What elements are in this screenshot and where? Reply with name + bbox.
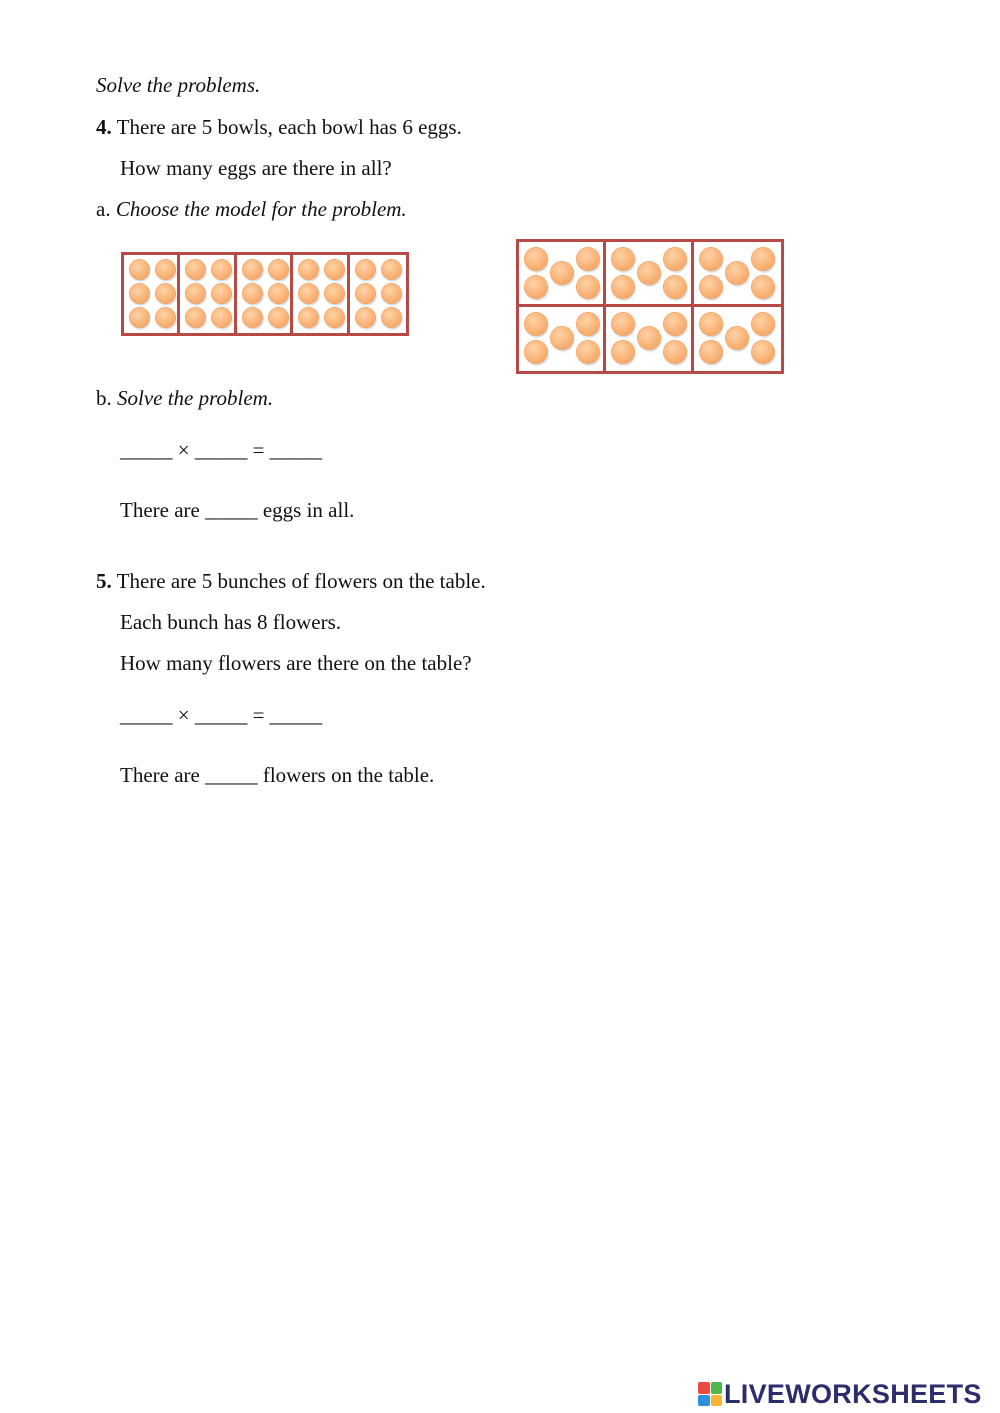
egg — [186, 260, 205, 279]
logo-square-red — [698, 1382, 710, 1394]
egg — [752, 313, 774, 335]
egg — [577, 248, 599, 270]
part-a-text: Choose the model for the problem. — [110, 197, 407, 221]
egg-group — [606, 307, 693, 372]
egg — [612, 248, 634, 270]
problem-5-answer-sentence[interactable]: There are _____ flowers on the table. — [120, 763, 435, 787]
egg — [212, 284, 231, 303]
problem-4-line-1 — [96, 114, 462, 140]
egg — [551, 262, 573, 284]
egg — [525, 276, 547, 298]
egg — [700, 276, 722, 298]
egg-group — [606, 242, 693, 307]
problem-5-number: 5. — [96, 569, 112, 593]
egg — [700, 248, 722, 270]
egg-group — [180, 255, 236, 333]
problem-5-line-1 — [96, 568, 486, 594]
egg-group — [694, 307, 781, 372]
egg — [525, 341, 547, 363]
egg — [186, 284, 205, 303]
egg — [752, 276, 774, 298]
egg — [664, 276, 686, 298]
egg — [726, 262, 748, 284]
egg-group — [293, 255, 349, 333]
logo-square-blue — [698, 1395, 710, 1407]
egg — [325, 308, 344, 327]
egg — [577, 276, 599, 298]
egg — [186, 308, 205, 327]
egg — [299, 284, 318, 303]
egg — [700, 313, 722, 335]
egg — [269, 284, 288, 303]
egg — [356, 308, 375, 327]
egg — [269, 308, 288, 327]
egg — [382, 260, 401, 279]
egg — [752, 341, 774, 363]
problem-5-text: There are 5 bunches of flowers on the table. — [111, 569, 486, 593]
egg — [382, 308, 401, 327]
egg-group — [350, 255, 406, 333]
egg — [130, 308, 149, 327]
egg — [612, 313, 634, 335]
egg — [726, 327, 748, 349]
part-a-label: a. — [96, 197, 111, 221]
egg — [156, 284, 175, 303]
problem-5-line-2: Each bunch has 8 flowers. — [120, 610, 342, 634]
egg — [525, 248, 547, 270]
model-a-option[interactable] — [121, 252, 409, 336]
egg — [130, 260, 149, 279]
egg — [156, 260, 175, 279]
egg-group — [694, 242, 781, 307]
egg — [664, 248, 686, 270]
egg — [638, 262, 660, 284]
egg — [243, 260, 262, 279]
egg — [156, 308, 175, 327]
part-b-text: Solve the problem. — [111, 386, 274, 410]
problem-5-question: How many flowers are there on the table? — [120, 651, 472, 675]
egg — [243, 308, 262, 327]
logo-square-green — [711, 1382, 723, 1394]
egg-group — [519, 242, 606, 307]
egg — [299, 260, 318, 279]
egg — [664, 341, 686, 363]
egg — [299, 308, 318, 327]
problem-4-answer-sentence[interactable]: There are _____ eggs in all. — [120, 498, 355, 522]
part-a-instruction — [96, 196, 407, 222]
egg-group — [237, 255, 293, 333]
egg — [269, 260, 288, 279]
egg — [638, 327, 660, 349]
logo-square-yellow — [711, 1395, 723, 1407]
egg-group — [124, 255, 180, 333]
part-b-label: b. — [96, 386, 112, 410]
egg — [612, 276, 634, 298]
egg — [525, 313, 547, 335]
problem-5-equation[interactable]: _____ × _____ = _____ — [120, 703, 323, 727]
problem-4-equation[interactable]: _____ × _____ = _____ — [120, 438, 323, 462]
egg — [382, 284, 401, 303]
egg — [212, 308, 231, 327]
model-b-option[interactable] — [516, 239, 784, 374]
egg — [551, 327, 573, 349]
egg — [356, 284, 375, 303]
egg — [325, 260, 344, 279]
egg — [577, 313, 599, 335]
part-b-instruction — [96, 385, 273, 411]
egg — [664, 313, 686, 335]
egg-group — [519, 307, 606, 372]
problem-4-question: How many eggs are there in all? — [120, 156, 392, 180]
problem-4-text: There are 5 bowls, each bowl has 6 eggs. — [111, 115, 462, 139]
egg — [577, 341, 599, 363]
egg — [752, 248, 774, 270]
egg — [212, 260, 231, 279]
logo-text: LIVEWORKSHEETS — [724, 1378, 982, 1409]
liveworksheets-logo — [698, 1379, 982, 1409]
logo-mark-icon — [698, 1382, 722, 1406]
egg — [700, 341, 722, 363]
instructions: Solve the problems. — [96, 73, 261, 97]
egg — [325, 284, 344, 303]
egg — [612, 341, 634, 363]
egg — [356, 260, 375, 279]
egg — [243, 284, 262, 303]
egg — [130, 284, 149, 303]
problem-4-number: 4. — [96, 115, 112, 139]
